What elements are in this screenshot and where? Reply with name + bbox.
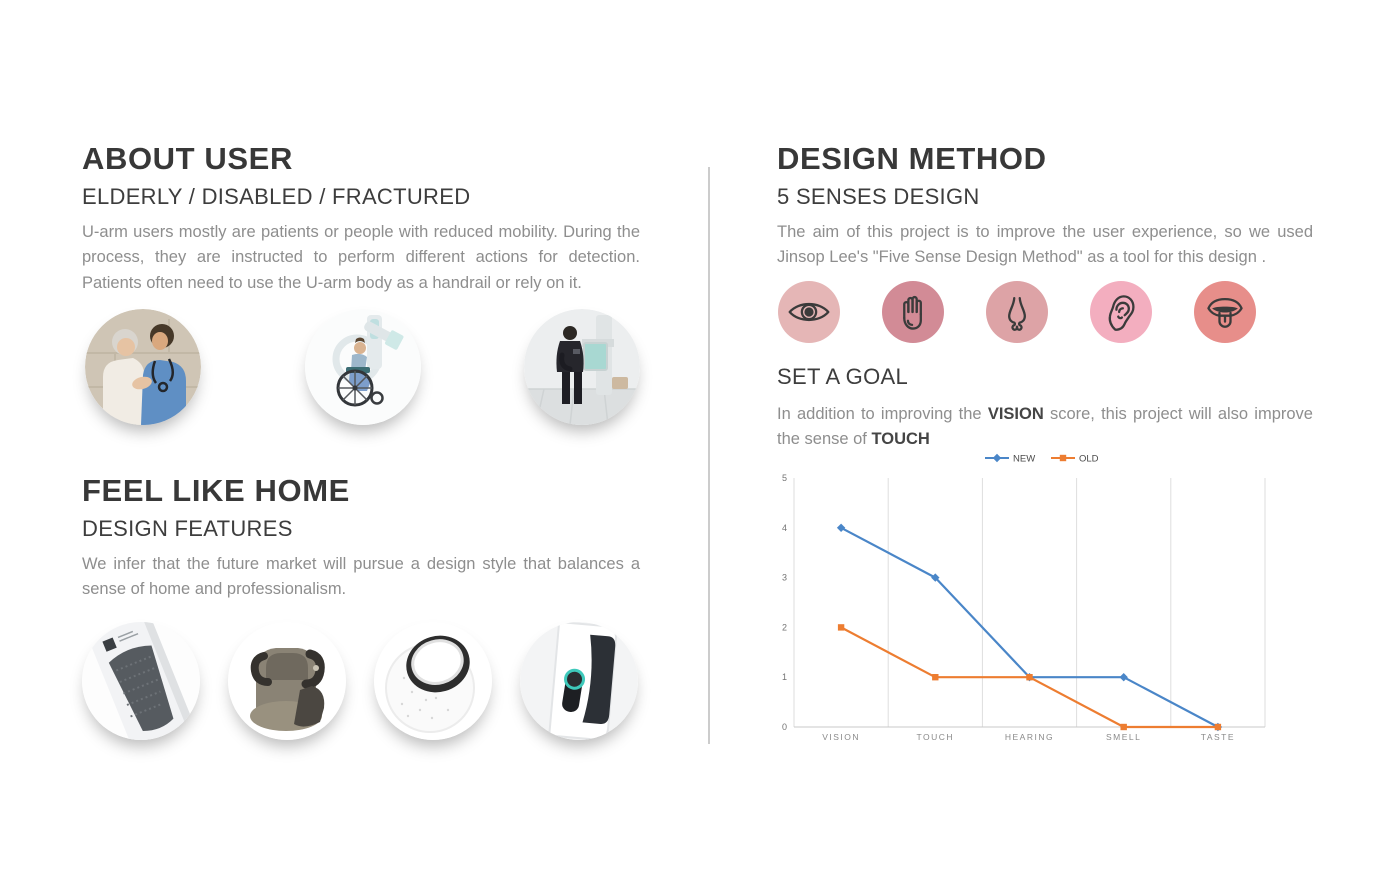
set-a-goal-section: [777, 364, 1313, 453]
goal-text-touch: TOUCH: [871, 430, 930, 449]
sense-circle-hearing: [1090, 281, 1152, 343]
feel-like-home-title: FEEL LIKE HOME: [82, 473, 350, 508]
svg-text:TOUCH: TOUCH: [916, 732, 955, 742]
about-user-photos: [85, 309, 640, 425]
svg-text:VISION: VISION: [822, 732, 861, 742]
feel-like-home-subtitle: DESIGN FEATURES: [82, 516, 293, 541]
about-user-title: ABOUT USER: [82, 141, 293, 176]
massage-chair-illustration: [228, 622, 346, 740]
design-method-body: The aim of this project is to improve the user experience, so we used Jinsop Lee's "Five Sense Design Method" as a tool for this design .: [777, 223, 1313, 267]
svg-text:4: 4: [781, 522, 787, 533]
about-user-body: U-arm users mostly are patients or people with reduced mobility. During the process, they are instructed to perform different actions for detection. Patients often need to use the U-arm body as a handrail or rely on it.: [82, 223, 640, 292]
five-senses-row: [778, 281, 1256, 343]
elderly-patient-with-nurse-illustration: [85, 309, 201, 425]
feel-like-home-body: We infer that the future market will pursue a design style that balances a sense of home and professionalism.: [82, 555, 640, 599]
touch-hand-icon: [890, 289, 936, 335]
svg-text:1: 1: [781, 672, 787, 683]
sense-circle-smell: [986, 281, 1048, 343]
photo-patient-in-wheelchair-at-u-arm: [305, 309, 421, 425]
senses-score-chart: [778, 448, 1278, 748]
svg-text:SMELL: SMELL: [1106, 732, 1142, 742]
taste-tongue-icon: [1202, 289, 1248, 335]
design-method-subtitle: 5 SENSES DESIGN: [777, 184, 980, 209]
svg-text:TASTE: TASTE: [1200, 732, 1236, 742]
smell-nose-icon: [994, 289, 1040, 335]
design-feature-photos: [82, 622, 638, 740]
photo-massage-chair: [228, 622, 346, 740]
about-user-section: [82, 141, 640, 296]
design-method-title: DESIGN METHOD: [777, 141, 1047, 176]
svg-text:NEW: NEW: [1013, 453, 1036, 465]
charging-device-illustration: [520, 622, 638, 740]
photo-patient-standing-at-u-arm: [524, 309, 640, 425]
air-purifier-illustration: [82, 622, 200, 740]
goal-text-part1: In addition to improving the: [777, 405, 988, 423]
photo-elderly-patient-with-nurse: [85, 309, 201, 425]
vision-eye-icon: [786, 289, 832, 335]
smart-speaker-illustration: [374, 622, 492, 740]
svg-text:2: 2: [781, 622, 787, 633]
svg-text:5: 5: [781, 473, 787, 483]
design-method-section: [777, 141, 1313, 271]
column-divider: [708, 167, 710, 744]
goal-text-part2: score, this project will also improve the sense of: [777, 405, 1313, 449]
set-a-goal-body: [777, 402, 1313, 453]
photo-air-purifier: [82, 622, 200, 740]
svg-text:3: 3: [781, 572, 787, 583]
sense-circle-taste: [1194, 281, 1256, 343]
hearing-ear-icon: [1098, 289, 1144, 335]
senses-score-chart-svg: [778, 448, 1278, 748]
svg-text:HEARING: HEARING: [1004, 732, 1055, 742]
goal-text-vision: VISION: [987, 405, 1044, 423]
sense-circle-vision: [778, 281, 840, 343]
photo-smart-speaker: [374, 622, 492, 740]
wheelchair-u-arm-illustration: [305, 309, 421, 425]
svg-text:OLD: OLD: [1079, 453, 1099, 465]
standing-xray-illustration: [524, 309, 640, 425]
photo-charging-device: [520, 622, 638, 740]
sense-circle-touch: [882, 281, 944, 343]
about-user-subtitle: ELDERLY / DISABLED / FRACTURED: [82, 184, 471, 209]
set-a-goal-title: SET A GOAL: [777, 364, 908, 389]
svg-text:0: 0: [781, 722, 787, 732]
feel-like-home-section: [82, 473, 640, 603]
